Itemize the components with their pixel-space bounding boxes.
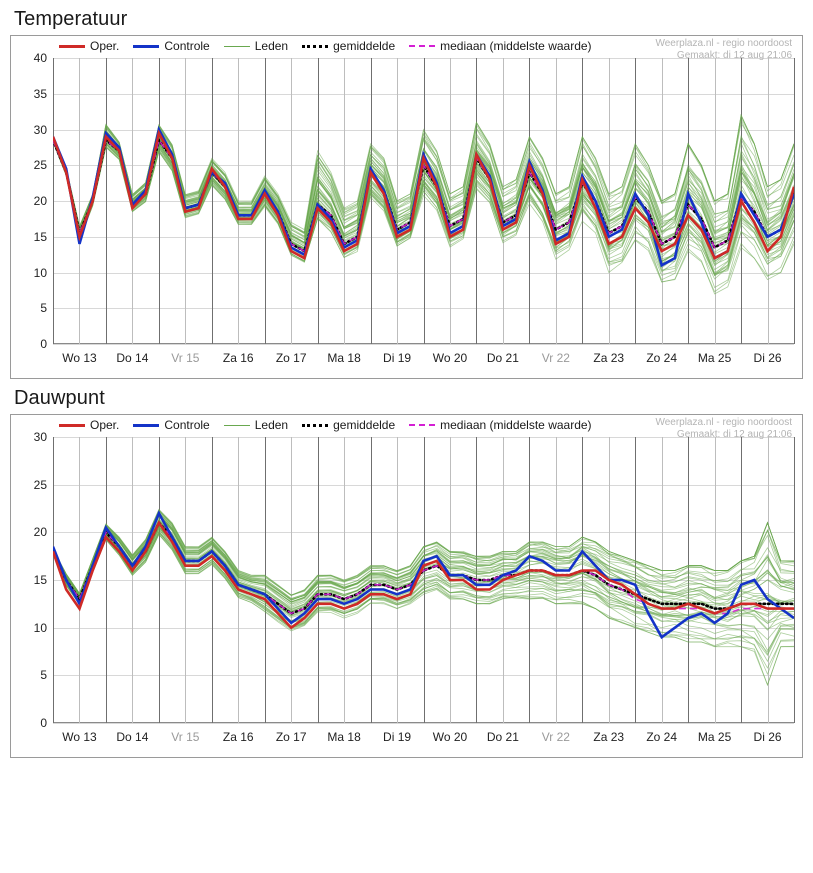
- gridline-horizontal: [53, 723, 794, 724]
- gridline-vertical-day: [794, 437, 795, 723]
- x-axis-tick-label: Do 21: [486, 351, 519, 365]
- legend-swatch-controle-icon: [133, 45, 159, 48]
- y-axis-tick-label: 40: [33, 51, 47, 65]
- x-axis-tick-label: Zo 17: [275, 730, 307, 744]
- x-axis-tick-label: Wo 13: [62, 351, 97, 365]
- x-axis-tick-label: Wo 13: [62, 730, 97, 744]
- y-axis-tick-label: 5: [40, 668, 47, 683]
- legend-label-oper: Oper.: [90, 418, 120, 432]
- x-axis-tick-label: Di 26: [753, 351, 782, 365]
- legend-item-mediaan: [409, 39, 591, 53]
- chart-dauwpunt: [10, 414, 803, 758]
- y-axis-tick-label: 15: [33, 573, 47, 587]
- legend-item-controle: [133, 418, 209, 432]
- legend-label-gemiddelde: gemiddelde: [333, 418, 396, 432]
- x-axis-tick-label: Do 14: [116, 351, 149, 365]
- credit-temperatuur: [655, 38, 792, 62]
- y-axis-tick-label: 10: [33, 620, 47, 635]
- x-axis-tick-label: Ma 18: [327, 730, 361, 744]
- credit-timestamp: Gemaakt: di 12 aug 21:06: [676, 429, 792, 440]
- x-axis-tick-label: Zo 24: [646, 351, 678, 365]
- legend-label-leden: Leden: [254, 39, 289, 53]
- legend-item-mediaan: [409, 418, 591, 432]
- legend-item-leden: [224, 418, 288, 432]
- legend-swatch-oper-icon: [59, 424, 85, 427]
- y-axis-tick-label: 10: [33, 265, 47, 280]
- credit-source: Weerplaza.nl - regio noordoost: [655, 417, 792, 428]
- legend-swatch-leden-icon: [224, 46, 250, 47]
- legend-item-gemiddelde: [302, 39, 395, 53]
- legend-label-oper: Oper.: [90, 39, 120, 53]
- panel-temperatuur: [0, 8, 813, 379]
- x-axis-tick-label: Za 16: [222, 730, 254, 744]
- legend-label-mediaan: mediaan (middelste waarde): [440, 39, 592, 53]
- series-layer: [53, 437, 794, 723]
- chart-temperatuur: [10, 35, 803, 379]
- x-axis-tick-label: Ma 25: [697, 730, 732, 744]
- y-axis-tick-label: 35: [33, 86, 47, 101]
- gridline-horizontal: [53, 344, 794, 345]
- x-axis-tick-label: Vr 15: [171, 351, 200, 365]
- x-axis-tick-label: Za 23: [593, 730, 625, 744]
- x-axis-tick-label: Za 23: [593, 351, 625, 365]
- y-axis-tick-label: 30: [33, 430, 47, 444]
- legend-label-leden: Leden: [254, 418, 289, 432]
- legend-item-leden: [224, 39, 288, 53]
- legend-swatch-leden-icon: [224, 425, 250, 426]
- gridline-vertical-day: [794, 58, 795, 344]
- y-axis-tick-label: 0: [40, 337, 47, 351]
- legend-item-oper: [59, 39, 119, 53]
- legend-swatch-mediaan-icon: [409, 424, 435, 426]
- legend-dauwpunt: [59, 418, 592, 432]
- legend-item-controle: [133, 39, 209, 53]
- series-layer: [53, 58, 794, 344]
- x-axis-tick-label: Za 16: [222, 351, 254, 365]
- x-axis-tick-label: Vr 22: [541, 730, 570, 744]
- legend-swatch-mediaan-icon: [409, 45, 435, 47]
- legend-swatch-oper-icon: [59, 45, 85, 48]
- credit-dauwpunt: [655, 417, 792, 441]
- x-axis-tick-label: Zo 17: [275, 351, 307, 365]
- y-axis-tick-label: 15: [33, 229, 47, 244]
- legend-swatch-controle-icon: [133, 424, 159, 427]
- legend-label-mediaan: mediaan (middelste waarde): [440, 418, 592, 432]
- x-axis-tick-label: Di 19: [383, 351, 412, 365]
- x-axis-tick-label: Wo 20: [432, 351, 468, 365]
- x-axis-tick-label: Vr 15: [171, 730, 200, 744]
- x-axis-tick-label: Wo 20: [432, 730, 468, 744]
- credit-source: Weerplaza.nl - regio noordoost: [655, 38, 792, 49]
- x-axis-tick-label: Di 19: [383, 730, 412, 744]
- page-title-temperatuur: Temperatuur: [14, 8, 128, 30]
- y-axis-tick-label: 25: [33, 477, 47, 492]
- x-axis-tick-label: Do 21: [486, 730, 519, 744]
- x-axis-tick-label: Di 26: [753, 730, 782, 744]
- y-axis-tick-label: 20: [33, 525, 47, 540]
- x-axis-tick-label: Vr 22: [541, 351, 570, 365]
- panel-dauwpunt: [0, 387, 813, 758]
- y-axis-tick-label: 0: [40, 716, 47, 730]
- y-axis-tick-label: 5: [40, 301, 47, 316]
- x-axis-tick-label: Do 14: [116, 730, 149, 744]
- y-axis-tick-label: 20: [33, 194, 47, 208]
- legend-label-gemiddelde: gemiddelde: [333, 39, 396, 53]
- legend-swatch-gemiddelde-icon: [302, 424, 328, 427]
- legend-item-gemiddelde: [302, 418, 395, 432]
- x-axis-tick-label: Ma 18: [327, 351, 361, 365]
- credit-timestamp: Gemaakt: di 12 aug 21:06: [676, 50, 792, 61]
- page-title-dauwpunt: Dauwpunt: [14, 387, 105, 409]
- legend-item-oper: [59, 418, 119, 432]
- legend-swatch-gemiddelde-icon: [302, 45, 328, 48]
- x-axis-tick-label: Ma 25: [697, 351, 732, 365]
- y-axis-tick-label: 25: [33, 158, 47, 173]
- y-axis-tick-label: 30: [33, 122, 47, 137]
- legend-label-controle: Controle: [164, 418, 210, 432]
- legend-label-controle: Controle: [164, 39, 210, 53]
- legend-temperatuur: [59, 39, 592, 53]
- x-axis-tick-label: Zo 24: [646, 730, 678, 744]
